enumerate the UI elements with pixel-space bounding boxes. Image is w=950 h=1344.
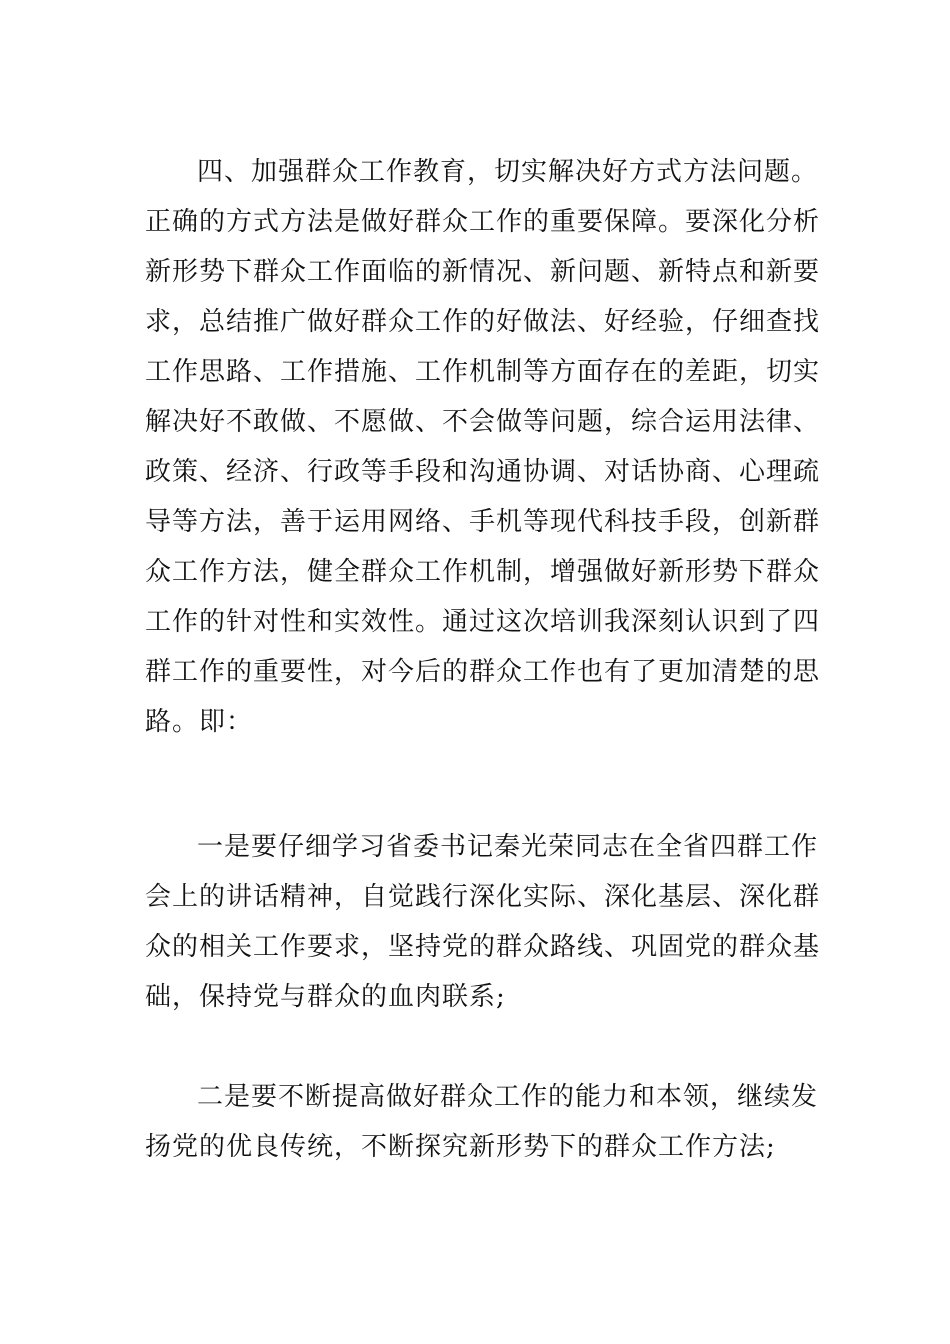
paragraph-line: 群工作的重要性，对今后的群众工作也有了更加清楚的思 <box>145 657 821 687</box>
paragraph-line: 众工作方法，健全群众工作机制，增强做好新形势下群众 <box>145 557 821 587</box>
paragraph-line: 会上的讲话精神，自觉践行深化实际、深化基层、深化群 <box>145 882 821 912</box>
paragraph-line: 二是要不断提高做好群众工作的能力和本领，继续发 <box>197 1082 819 1112</box>
paragraph-line: 一是要仔细学习省委书记秦光荣同志在全省四群工作 <box>197 832 819 862</box>
paragraph-line: 工作思路、工作措施、工作机制等方面存在的差距，切实 <box>145 357 821 387</box>
paragraph-line: 础，保持党与群众的血肉联系; <box>145 982 506 1012</box>
paragraph-line: 导等方法，善于运用网络、手机等现代科技手段，创新群 <box>145 507 821 537</box>
paragraph-point-one <box>145 822 821 1022</box>
paragraph-line: 新形势下群众工作面临的新情况、新问题、新特点和新要 <box>145 257 821 287</box>
paragraph-line: 解决好不敢做、不愿做、不会做等问题，综合运用法律、 <box>145 407 821 437</box>
paragraph-line: 求，总结推广做好群众工作的好做法、好经验，仔细查找 <box>145 307 821 337</box>
paragraph-line: 政策、经济、行政等手段和沟通协调、对话协商、心理疏 <box>145 457 821 487</box>
paragraph-line: 扬党的优良传统，不断探究新形势下的群众工作方法; <box>145 1132 776 1162</box>
paragraph-line: 路。即： <box>145 707 254 737</box>
paragraph-line: 工作的针对性和实效性。通过这次培训我深刻认识到了四 <box>145 607 821 637</box>
paragraph-line: 四、加强群众工作教育，切实解决好方式方法问题。 <box>197 157 819 187</box>
paragraph-line: 正确的方式方法是做好群众工作的重要保障。要深化分析 <box>145 207 821 237</box>
paragraph-point-two <box>145 1072 819 1172</box>
paragraph-line: 众的相关工作要求，坚持党的群众路线、巩固党的群众基 <box>145 932 821 962</box>
paragraph-methods <box>145 147 821 747</box>
